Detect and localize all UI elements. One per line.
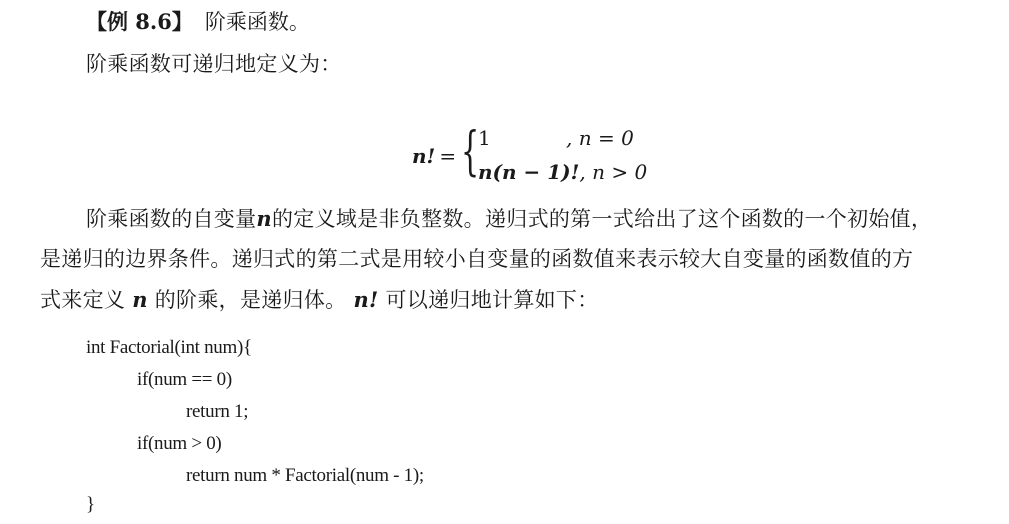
- code-line-3: return 1;: [186, 401, 249, 422]
- formula-case-2: [478, 160, 647, 184]
- code-line-5: return num * Factorial(num - 1);: [186, 465, 424, 486]
- case-1-condition: , n = 0: [566, 126, 634, 150]
- code-line-2: if(num == 0): [137, 369, 232, 390]
- paragraph-line-3: 式来定义 n 的阶乘，是递归体。 n! 可以递归地计算如下：: [40, 287, 599, 312]
- formula-case-1: [478, 126, 634, 150]
- code-line-4: if(num > 0): [137, 433, 222, 454]
- case-2-value: n(n − 1)!: [478, 160, 580, 184]
- variable-n-factorial: n!: [353, 287, 379, 312]
- example-title: 阶乘函数。: [204, 10, 310, 34]
- example-label: 【例 8.6】: [86, 9, 193, 34]
- case-2-condition: , n > 0: [579, 160, 648, 184]
- paragraph-line-2: 是递归的边界条件。递归式的第二式是用较小自变量的函数值来表示较大自变量的函数值的方: [40, 247, 914, 271]
- formula-lhs: n! =: [412, 144, 457, 168]
- intro-text: 阶乘函数可递归地定义为：: [86, 52, 342, 76]
- variable-n: n: [256, 206, 272, 231]
- code-line-1: int Factorial(int num){: [86, 337, 252, 358]
- case-1-value: 1: [478, 126, 491, 150]
- variable-n: n: [132, 287, 148, 312]
- paragraph-line-1: 阶乘函数的自变量n的定义域是非负整数。递归式的第一式给出了这个函数的一个初始值，: [86, 206, 933, 231]
- formula-brace: {: [461, 122, 480, 182]
- code-line-6: }: [86, 494, 95, 515]
- factorial-formula: [412, 122, 648, 192]
- example-heading: [86, 6, 310, 36]
